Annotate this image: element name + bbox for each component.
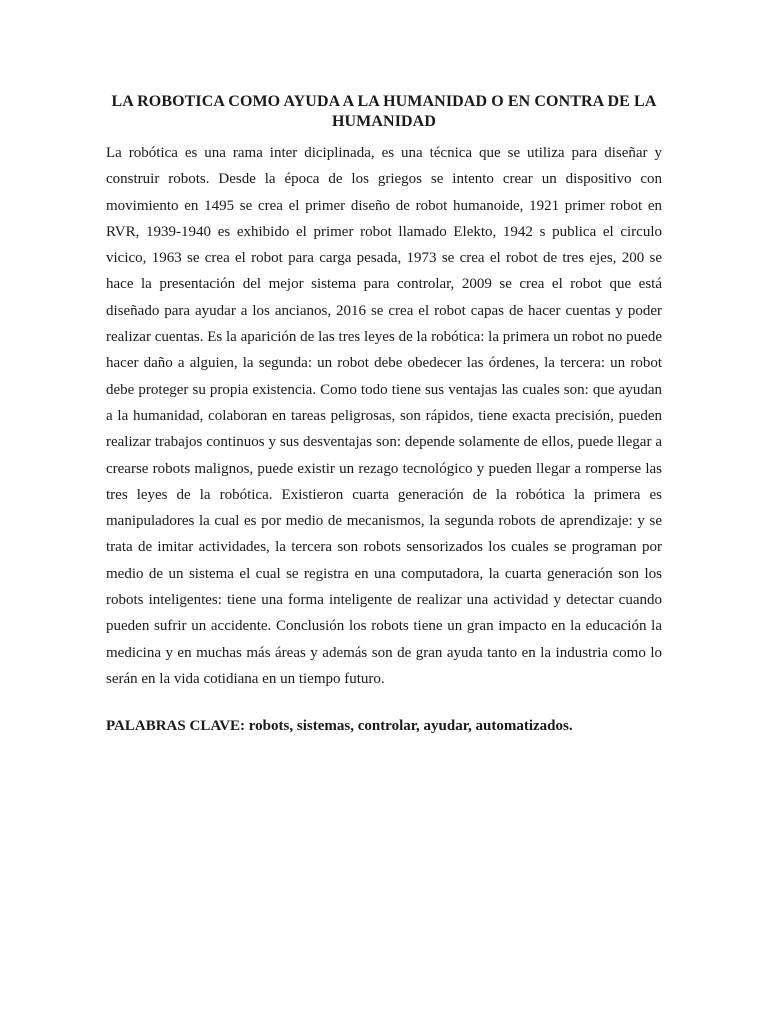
document-title: LA ROBOTICA COMO AYUDA A LA HUMANIDAD O EN CONTRA DE LA HUMANIDAD: [111, 93, 657, 130]
document-keywords: PALABRAS CLAVE: robots, sistemas, controlar, ayudar, automatizados.: [106, 718, 573, 734]
document-body-paragraph: La robótica es una rama inter diciplinada, es una técnica que se utiliza para diseñar y construir robots. Desde la época de los griegos se intento crear un dispositivo con movimiento en 1495 se crea el primer diseño de robot humanoide, 1921 primer robot en RVR, 1939-1940 es exhibido el primer robot llamado Elekto, 1942 s publica el circulo vicico, 1963 se crea el robot para carga pesada, 1973 se crea el robot de tres ejes, 200 se hace la presentación del mejor sistema para controlar, 2009 se crea el robot que está diseñado para ayudar a los ancianos, 2016 se crea el robot capas de hacer cuentas y poder realizar cuentas. Es la aparición de las tres leyes de la robótica: la primera un robot no puede hacer daño a alguien, la segunda: un robot debe obedecer las órdenes, la tercera: un robot debe proteger su propia existencia. Como todo tiene sus ventajas las cuales son: que ayudan a la humanidad, colaboran en tareas peligrosas, son rápidos, tiene exacta precisión, pueden realizar trabajos continuos y sus desventajas son: depende solamente de ellos, puede llegar a crearse robots malignos, puede existir un rezago tecnológico y pueden llegar a romperse las tres leyes de la robótica. Existieron cuarta generación de la robótica la primera es manipuladores la cual es por medio de mecanismos, la segunda robots de aprendizaje: y se trata de imitar actividades, la tercera son robots sensorizados los cuales se programan por medio de un sistema el cual se registra en una computadora, la cuarta generación son los robots inteligentes: tiene una forma inteligente de realizar una actividad y detectar cuando pueden sufrir un accidente. Conclusión los robots tiene un gran impacto en la educación la medicina y en muchas más áreas y además son de gran ayuda tanto en la industria como lo serán en la vida cotidiana en un tiempo futuro.: [106, 145, 662, 687]
